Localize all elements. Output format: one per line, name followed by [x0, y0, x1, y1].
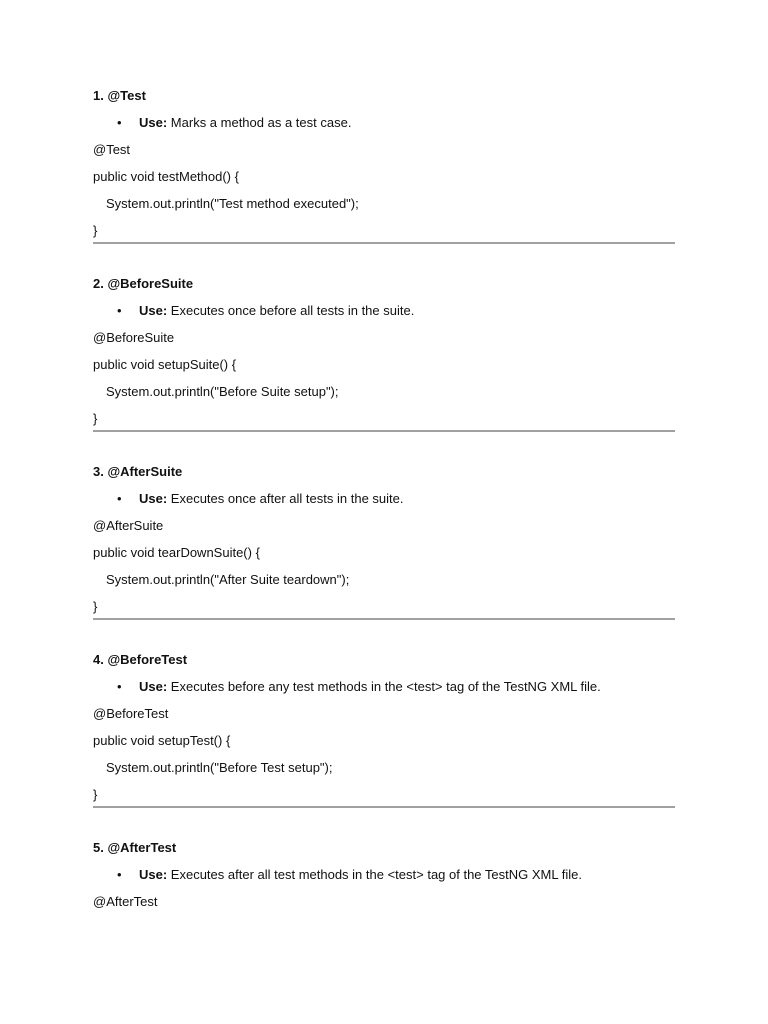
section-heading: 5. @AfterTest [93, 840, 177, 855]
use-description: Executes once after all tests in the suite. [167, 491, 404, 506]
code-line: } [93, 599, 98, 614]
code-line: System.out.println("After Suite teardown"); [106, 572, 350, 587]
code-line: } [93, 223, 98, 238]
section-heading: 1. @Test [93, 88, 146, 103]
code-line: public void setupSuite() { [93, 357, 237, 372]
code-line: @AfterTest [93, 894, 158, 909]
bullet-icon: • [117, 115, 122, 130]
use-bullet [93, 677, 675, 704]
use-label: Use: [139, 115, 168, 130]
code-line: System.out.println("Test method executed"); [106, 196, 359, 211]
bullet-icon: • [117, 867, 122, 882]
use-description: Executes before any test methods in the <test> tag of the TestNG XML file. [167, 679, 601, 694]
use-label: Use: [139, 491, 168, 506]
annotation-section-test [93, 86, 675, 244]
code-line: System.out.println("Before Suite setup"); [106, 384, 339, 399]
use-bullet [93, 113, 675, 140]
use-bullet [93, 865, 675, 892]
annotation-section-beforesuite [93, 274, 675, 432]
section-heading: 3. @AfterSuite [93, 464, 183, 479]
code-line: @AfterSuite [93, 518, 164, 533]
document-page [93, 86, 675, 919]
use-description: Marks a method as a test case. [167, 115, 352, 130]
code-line: @Test [93, 142, 131, 157]
code-line: public void setupTest() { [93, 733, 231, 748]
section-divider [93, 618, 675, 620]
code-line: public void testMethod() { [93, 169, 239, 184]
code-line: @BeforeTest [93, 706, 169, 721]
code-line: System.out.println("Before Test setup"); [106, 760, 333, 775]
annotation-section-aftertest [93, 838, 675, 919]
section-heading: 2. @BeforeSuite [93, 276, 194, 291]
section-divider [93, 430, 675, 432]
use-bullet [93, 489, 675, 516]
bullet-icon: • [117, 491, 122, 506]
annotation-section-beforetest [93, 650, 675, 808]
code-line: @BeforeSuite [93, 330, 175, 345]
section-divider [93, 806, 675, 808]
use-description: Executes once before all tests in the suite. [167, 303, 415, 318]
bullet-icon: • [117, 679, 122, 694]
use-label: Use: [139, 303, 168, 318]
use-label: Use: [139, 679, 168, 694]
code-line: } [93, 411, 98, 426]
bullet-icon: • [117, 303, 122, 318]
code-line: } [93, 787, 98, 802]
code-line: public void tearDownSuite() { [93, 545, 260, 560]
section-divider [93, 242, 675, 244]
section-heading: 4. @BeforeTest [93, 652, 188, 667]
use-bullet [93, 301, 675, 328]
use-description: Executes after all test methods in the <test> tag of the TestNG XML file. [167, 867, 582, 882]
annotation-section-aftersuite [93, 462, 675, 620]
use-label: Use: [139, 867, 168, 882]
